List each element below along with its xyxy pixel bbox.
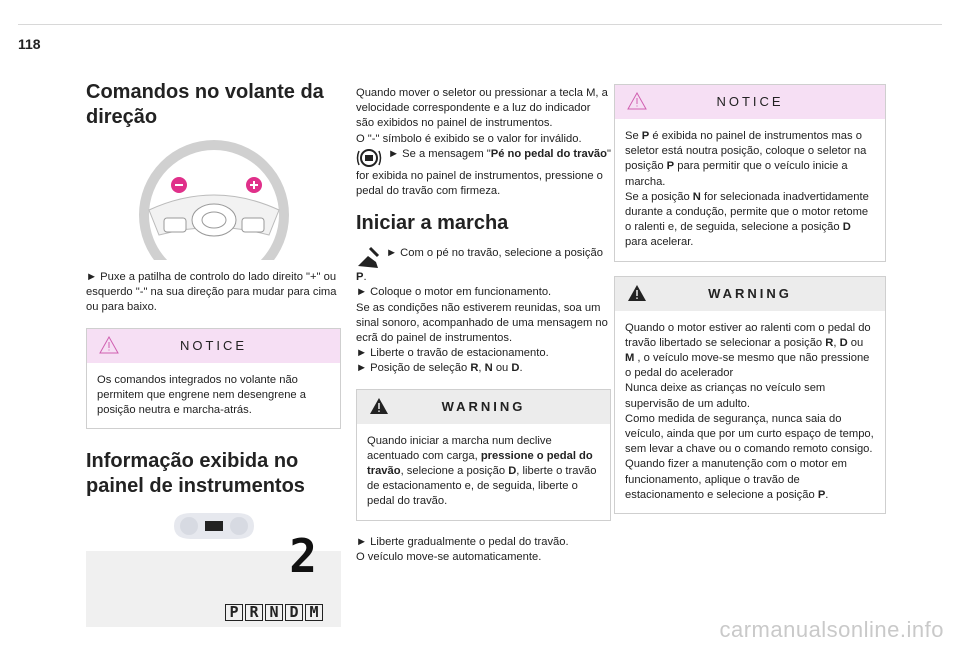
notice-header-2: [615, 85, 885, 119]
brake-message-text-2: " for exibida no painel de instrumentos, pressione o pedal do travão com firmeza.: [356, 147, 611, 198]
step-start-engine: ► Coloque o motor em funcionamento.: [356, 286, 552, 299]
warning-text: [357, 424, 610, 520]
w1: Quando o motor estiver ao ralenti com o pedal do travão libertado se selecionar a posição: [625, 321, 871, 349]
warning-triangle-icon: [627, 284, 647, 302]
step-select-p: ► Com o pé no travão, selecione a posição P.: [356, 247, 603, 284]
invalid-symbol-paragraph: O "-" símbolo é exibido se o valor for inválido.: [356, 132, 582, 145]
warning-idle-paragraph: [625, 321, 875, 382]
gear-letter-n: N: [265, 604, 283, 621]
warning-triangle-icon: [369, 397, 389, 415]
gear-display-panel: [86, 529, 341, 627]
gear-letter-m: M: [305, 604, 323, 621]
warning-text-1: Quando iniciar a marcha num declive acentuado com carga,: [367, 434, 552, 462]
notice-triangle-icon: [99, 336, 119, 354]
notice-label-2: NOTICE: [716, 94, 784, 110]
brake-message-text-1: ► Se a mensagem ": [388, 147, 491, 160]
gear-letter-r: R: [245, 604, 263, 621]
notice-header: [87, 329, 340, 363]
column-2: [356, 86, 611, 565]
step-select-bold: P: [356, 271, 364, 284]
n-b3: for selecionada inadvertidamente durante a condução, permite que o motor retome o ralenti e, de seguida, selecione a posição: [625, 190, 869, 234]
page-number: 118: [18, 36, 41, 52]
w2: R: [825, 336, 834, 349]
watermark: carmanualsonline.info: [719, 617, 944, 642]
conditions-paragraph: Se as condições não estiverem reunidas, soa um sinal sonoro, acompanhado de uma mensagem no ecrã do painel de instrumentos.: [356, 301, 608, 345]
n-a4: P: [666, 160, 675, 173]
brake-message-bold: Pé no pedal do travão: [490, 147, 607, 160]
steering-wheel-illustration: [129, 140, 299, 260]
instrument-cluster-icon: [169, 509, 259, 543]
section-title-steering-controls: Comandos no volante da direção: [86, 81, 324, 128]
warning-maintenance: [625, 457, 875, 503]
n-b5: para acelerar.: [625, 236, 694, 249]
warning-text-2: [615, 311, 885, 513]
notice-box-steering: [86, 328, 341, 430]
notice-box-selector: [614, 84, 886, 262]
pos-d: D: [511, 362, 520, 375]
warning-header-2: [615, 277, 885, 311]
gear-letter-p: P: [225, 604, 243, 621]
n-a5: para permitir que o veículo inicie a marcha.: [625, 160, 848, 188]
gear-letters-row: [225, 604, 323, 621]
warning-key: Como medida de segurança, nunca saia do veículo, ainda que por um curto espaço de tempo, sem levar a chave ou o comando remoto consigo.: [625, 412, 874, 456]
step-select-position: ► Posição de seleção R, N ou D.: [356, 362, 523, 375]
notice-n-selected: [625, 190, 875, 251]
warning-bold-2: D: [508, 465, 517, 478]
n-b1: Se a posição: [625, 190, 693, 203]
w6: M: [625, 352, 635, 365]
pos-r: R: [470, 362, 479, 375]
paddle-instruction: ► Puxe a patilha de controlo do lado direito "+" ou esquerdo "-" na sua direção para mudar para cima ou para baixo.: [86, 271, 337, 314]
step-select-text: ► Com o pé no travão, selecione a posição: [386, 247, 603, 260]
w7: , o veículo move-se mesmo que não pressione o pedal do acelerador: [625, 352, 870, 380]
n-b4: D: [842, 221, 851, 234]
warning-box-slope: [356, 389, 611, 521]
vehicle-moves: O veículo move-se automaticamente.: [356, 550, 542, 563]
n-a1: Se: [625, 130, 642, 142]
w4: D: [839, 336, 848, 349]
w10: Quando fizer a manutenção com o motor em funcionamento, aplique o travão de estacionamento e selecione a posição: [625, 458, 847, 501]
warning-children: Nunca deixe as crianças no veículo sem supervisão de um adulto.: [625, 382, 826, 410]
column-3: [614, 74, 886, 528]
warning-box-idle: [614, 276, 886, 514]
brake-message-paragraph: [356, 147, 611, 199]
step-release-gradually: ► Liberte gradualmente o pedal do travão.: [356, 535, 569, 548]
warning-header: [357, 390, 610, 424]
step-release-brake: ► Liberte o travão de estacionamento.: [356, 347, 549, 360]
n-a3: é exibida no painel de instrumentos mas o seletor está noutra posição, coloque o seletor na posição: [625, 130, 867, 173]
notice-label: NOTICE: [179, 338, 248, 353]
w12: .: [825, 488, 829, 501]
section-title-instrument-display: Informação exibida no painel de instrumentos: [86, 450, 305, 498]
header-rule: [18, 24, 942, 25]
n-a2: P: [641, 130, 650, 142]
gear-number: 2: [289, 529, 317, 584]
notice-p-displayed: [625, 129, 875, 190]
step-position-text: ► Posição de seleção: [356, 362, 471, 375]
brake-pedal-icon: [356, 147, 382, 169]
warning-bold-1: pressione o pedal do travão: [367, 449, 593, 478]
foot-on-brake-icon: [356, 246, 380, 270]
w3: ,: [833, 336, 840, 349]
w11: P: [817, 488, 826, 501]
pos-n: N: [484, 362, 493, 375]
notice-text-2: [615, 119, 885, 261]
warning-text-3: , liberte o travão de estacionamento e, de seguida, liberte o pedal do travão.: [367, 465, 597, 508]
selector-paragraph: Quando mover o seletor ou pressionar a tecla M, a velocidade correspondente e a luz do indicador são exibidos no painel de instrumentos.: [356, 87, 608, 130]
gear-letter-d: D: [285, 604, 303, 621]
notice-triangle-icon: [627, 92, 647, 110]
warning-label-2: WARNING: [708, 286, 792, 302]
column-1: [86, 80, 341, 627]
notice-text: Os comandos integrados no volante não permitem que engrene nem desengrene a posição neutra e marcha-atrás.: [97, 373, 306, 417]
section-title-start: Iniciar a marcha: [356, 212, 509, 235]
w5: ou: [847, 336, 864, 349]
n-b2: N: [692, 190, 701, 203]
or-word: ou: [495, 362, 509, 375]
warning-label: WARNING: [441, 399, 526, 415]
warning-text-2: , selecione a posição: [400, 465, 509, 478]
